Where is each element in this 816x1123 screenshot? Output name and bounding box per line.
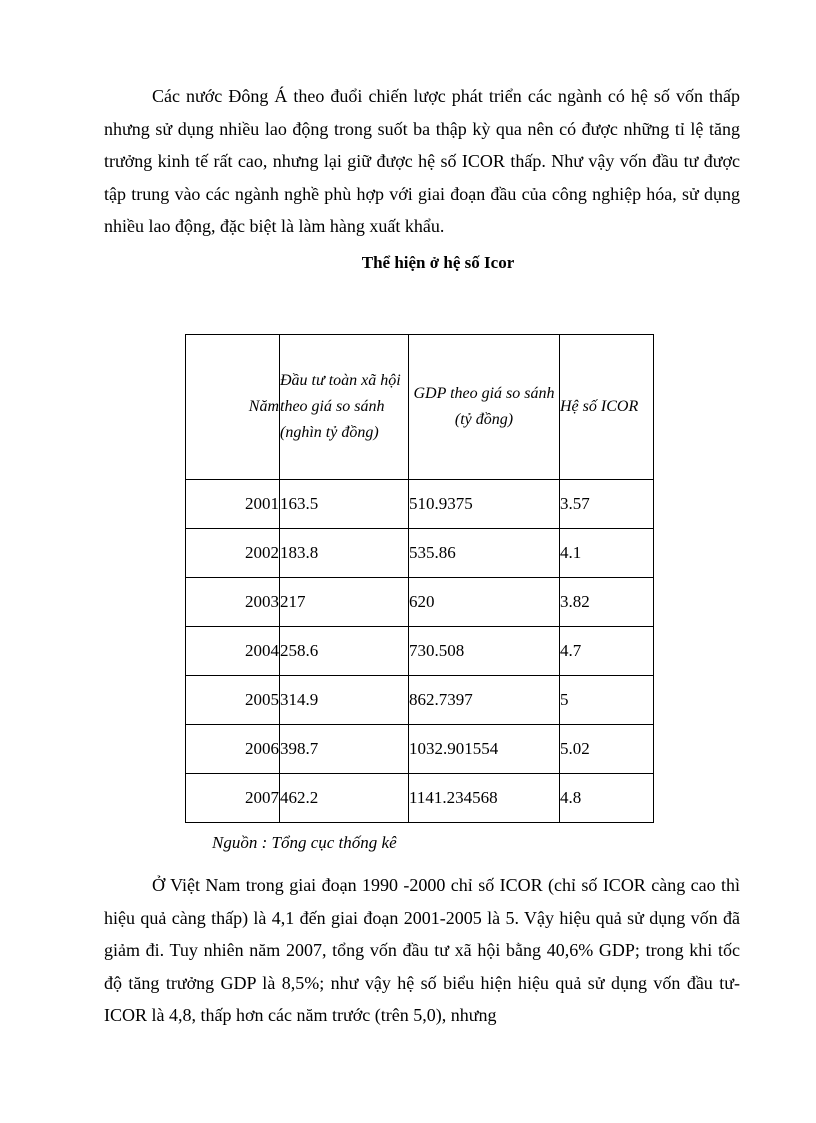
cell-icor: 3.82 [560, 578, 654, 627]
cell-icor: 4.8 [560, 774, 654, 823]
cell-icor: 4.7 [560, 627, 654, 676]
cell-gdp: 862.7397 [409, 676, 560, 725]
header-gdp-line1: GDP theo giá so sánh [413, 385, 555, 402]
header-gdp [409, 335, 560, 480]
cell-investment: 217 [280, 578, 409, 627]
cell-year: 2001 [186, 480, 280, 529]
table-row [186, 578, 654, 627]
table-row [186, 725, 654, 774]
header-investment: Đầu tư toàn xã hội theo giá so sánh (nghìn tỷ đồng) [280, 335, 409, 480]
table-title: Thể hiện ở hệ số Icor [361, 253, 515, 272]
cell-year: 2006 [186, 725, 280, 774]
table-header-row [186, 335, 654, 480]
table-row [186, 480, 654, 529]
cell-icor: 4.1 [560, 529, 654, 578]
cell-icor: 3.57 [560, 480, 654, 529]
table-row [186, 627, 654, 676]
cell-investment: 462.2 [280, 774, 409, 823]
cell-icor: 5 [560, 676, 654, 725]
cell-year: 2003 [186, 578, 280, 627]
table-row [186, 774, 654, 823]
cell-investment: 163.5 [280, 480, 409, 529]
cell-icor: 5.02 [560, 725, 654, 774]
intro-paragraph: Các nước Đông Á theo đuổi chiến lược phát triển các ngành có hệ số vốn thấp nhưng sử dụng nhiều lao động trong suốt ba thập kỳ qua nên có được những tỉ lệ tăng trưởng kinh tế rất cao, nhưng lại giữ được hệ số ICOR thấp. Như vậy vốn đầu tư được tập trung vào các ngành nghề phù hợp với giai đoạn đầu của công nghiệp hóa, sử dụng nhiều lao động, đặc biệt là làm hàng xuất khẩu. [104, 86, 740, 236]
cell-investment: 398.7 [280, 725, 409, 774]
cell-gdp: 620 [409, 578, 560, 627]
cell-investment: 314.9 [280, 676, 409, 725]
cell-gdp: 1141.234568 [409, 774, 560, 823]
cell-year: 2005 [186, 676, 280, 725]
table-row [186, 529, 654, 578]
header-year: Năm [186, 335, 280, 480]
cell-gdp: 730.508 [409, 627, 560, 676]
cell-year: 2007 [186, 774, 280, 823]
vietnam-paragraph: Ở Việt Nam trong giai đoạn 1990 -2000 chỉ số ICOR (chỉ số ICOR càng cao thì hiệu quả càng thấp) là 4,1 đến giai đoạn 2001-2005 là 5. Vậy hiệu quả sử dụng vốn đã giảm đi. Tuy nhiên năm 2007, tổng vốn đầu tư xã hội bằng 40,6% GDP; trong khi tốc độ tăng trưởng GDP là 8,5%; như vậy hệ số biểu hiện hiệu quả sử dụng vốn đầu tư- ICOR là 4,8, thấp hơn các năm trước (trên 5,0), nhưng [104, 875, 740, 1025]
icor-table [185, 334, 654, 823]
source-note: Nguồn : Tổng cục thống kê [212, 833, 397, 852]
cell-gdp: 510.9375 [409, 480, 560, 529]
cell-year: 2004 [186, 627, 280, 676]
header-icor: Hệ số ICOR [560, 335, 654, 480]
cell-gdp: 1032.901554 [409, 725, 560, 774]
cell-gdp: 535.86 [409, 529, 560, 578]
cell-investment: 258.6 [280, 627, 409, 676]
header-gdp-line2: (tỷ đồng) [454, 411, 514, 428]
table-row [186, 676, 654, 725]
cell-year: 2002 [186, 529, 280, 578]
cell-investment: 183.8 [280, 529, 409, 578]
